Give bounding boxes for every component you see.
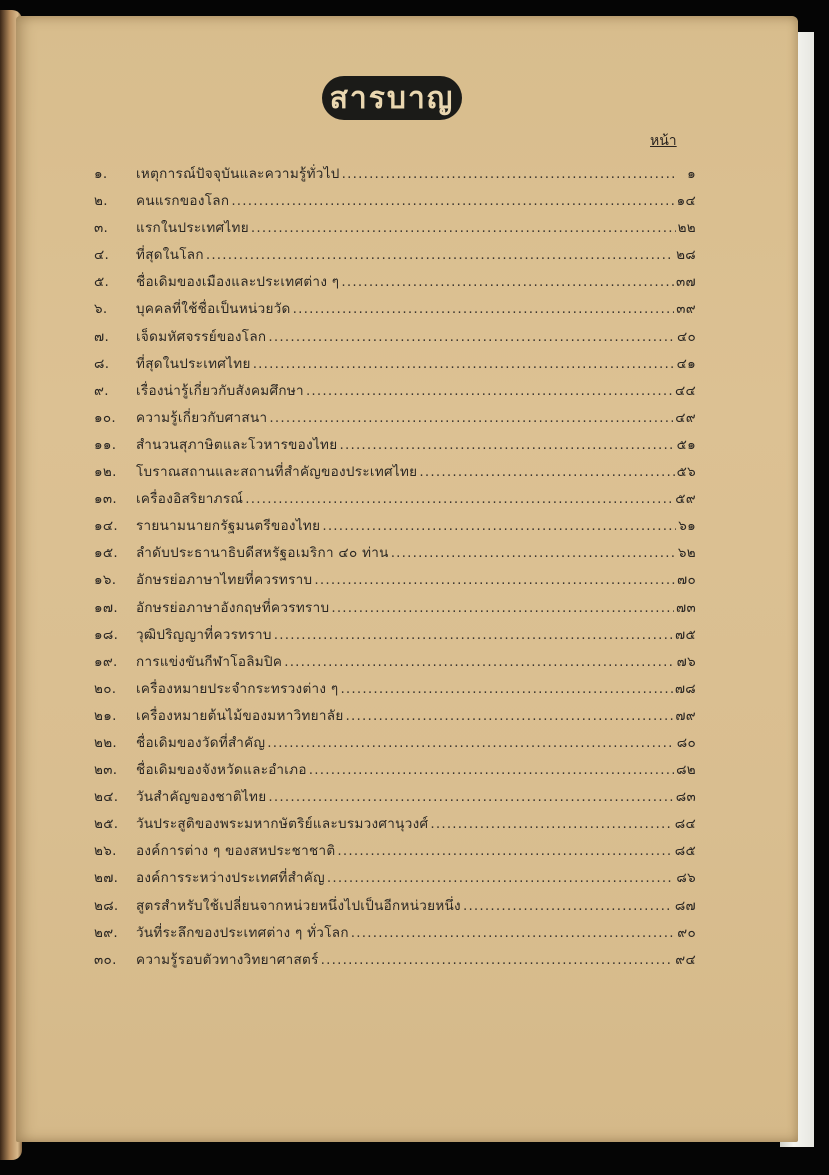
toc-leader-dots	[341, 274, 674, 290]
toc-leader-dots	[231, 193, 674, 209]
toc-leader-dots	[245, 491, 673, 507]
toc-entry-number: ๗.	[94, 328, 110, 345]
toc-entry	[94, 948, 696, 975]
toc-entry	[94, 514, 696, 541]
toc-entry-number: ๑๔.	[94, 518, 118, 535]
toc-entry-page: ๗๖	[676, 653, 696, 670]
toc-leader-dots	[268, 329, 675, 345]
toc-entry-number: ๒.	[94, 193, 108, 210]
toc-entry	[94, 650, 696, 677]
toc-leader-dots	[351, 925, 675, 941]
toc-entry	[94, 162, 696, 189]
toc-entry	[94, 894, 696, 921]
toc-entry-number: ๑๓.	[94, 491, 117, 508]
toc-entry-page: ๒๒	[677, 220, 696, 237]
toc-entry	[94, 704, 696, 731]
page-column-label: หน้า	[650, 133, 677, 149]
toc-entry-title: แรกในประเทศไทย	[136, 220, 249, 237]
toc-entry-title: ความรู้รอบตัวทางวิทยาศาสตร์	[136, 951, 319, 968]
toc-entry-number: ๙.	[94, 382, 109, 399]
toc-entry-number: ๕.	[94, 274, 110, 291]
toc-entry	[94, 541, 696, 568]
toc-entry-page: ๗๕	[675, 626, 696, 643]
toc-leader-dots	[321, 952, 674, 968]
toc-entry-page: ๓๙	[676, 301, 696, 318]
toc-entry	[94, 677, 696, 704]
title-badge	[322, 76, 462, 120]
toc-entry-title: อักษรย่อภาษาไทยที่ควรทราบ	[136, 572, 313, 589]
toc-entry-page: ๔๙	[675, 409, 696, 426]
toc-entry-number: ๑๘.	[94, 626, 119, 643]
toc-entry-page: ๕๙	[675, 491, 696, 508]
toc-entry-number: ๒๕.	[94, 816, 119, 833]
toc-entry	[94, 406, 696, 433]
toc-entry-title: ลำดับประธานาธิบดีสหรัฐอเมริกา ๔๐ ท่าน	[136, 545, 389, 562]
toc-entry-number: ๑๐.	[94, 409, 117, 426]
toc-entry-page: ๒๘	[676, 247, 696, 264]
toc-entry-page: ๘๒	[676, 762, 696, 779]
toc-leader-dots	[339, 437, 674, 453]
toc-entry	[94, 379, 696, 406]
toc-leader-dots	[253, 356, 675, 372]
toc-entry-page: ๔๑	[676, 355, 696, 372]
toc-leader-dots	[322, 518, 676, 534]
toc-entry-page: ๘๓	[675, 789, 696, 806]
toc-entry	[94, 731, 696, 758]
toc-entry-page: ๗๙	[675, 707, 696, 724]
toc-entry-number: ๒๖.	[94, 843, 117, 860]
toc-entry-title: สำนวนสุภาษิตและโวหารของไทย	[136, 436, 338, 453]
toc-entry	[94, 189, 696, 216]
toc-entry	[94, 216, 696, 243]
toc-entry	[94, 243, 696, 270]
toc-entry	[94, 297, 696, 324]
toc-leader-dots	[274, 627, 673, 643]
page-title: สารบาญ	[329, 80, 455, 116]
toc-entry-number: ๑๕.	[94, 545, 118, 562]
toc-entry-title: สูตรสำหรับใช้เปลี่ยนจากหน่วยหนึ่งไปเป็นอีกหน่วยหนึ่ง	[136, 897, 461, 914]
toc-leader-dots	[419, 464, 674, 480]
toc-entry-page: ๘๖	[676, 870, 696, 887]
toc-entry-number: ๘.	[94, 355, 110, 372]
toc-entry	[94, 921, 696, 948]
toc-entry-title: การแข่งขันกีฬาโอลิมปิค	[136, 653, 283, 670]
toc-entry-number: ๑๙.	[94, 653, 118, 670]
toc-entry	[94, 352, 696, 379]
toc-entry	[94, 487, 696, 514]
toc-entry	[94, 433, 696, 460]
toc-entry-page: ๗๐	[677, 572, 696, 589]
toc-entry-page: ๘๐	[676, 734, 696, 751]
toc-entry-number: ๑.	[94, 166, 108, 182]
toc-entry-number: ๖.	[94, 301, 108, 318]
toc-leader-dots	[306, 383, 673, 399]
toc-entry-page: ๓๗	[676, 274, 696, 291]
toc-entry-number: ๓๐.	[94, 951, 117, 968]
toc-entry-page: ๑	[687, 166, 696, 182]
toc-leader-dots	[267, 735, 674, 751]
toc-entry	[94, 839, 696, 866]
toc-entry-title: เหตุการณ์ปัจจุบันและความรู้ทั่วไป	[136, 166, 340, 182]
toc-leader-dots	[331, 600, 674, 616]
toc-entry-page: ๖๑	[678, 518, 696, 535]
toc-entry	[94, 325, 696, 352]
toc-entry	[94, 460, 696, 487]
toc-entry-number: ๑๗.	[94, 599, 118, 616]
toc-entry-page: ๕๑	[676, 436, 696, 453]
toc-entry-number: ๒๗.	[94, 870, 119, 887]
toc-leader-dots	[251, 220, 676, 236]
toc-entry-title: ที่สุดในประเทศไทย	[136, 355, 251, 372]
toc-entry-title: เจ็ดมหัศจรรย์ของโลก	[136, 328, 267, 345]
toc-leader-dots	[327, 870, 675, 886]
toc-entry-title: องค์การระหว่างประเทศที่สำคัญ	[136, 870, 325, 887]
toc-entry-number: ๒๐.	[94, 680, 117, 697]
table-of-contents	[94, 162, 696, 975]
toc-leader-dots	[463, 898, 673, 914]
toc-entry-number: ๒๘.	[94, 897, 119, 914]
toc-entry-page: ๑๔	[676, 193, 696, 210]
toc-entry-number: ๒๒.	[94, 734, 117, 751]
toc-entry-page: ๖๒	[677, 545, 696, 562]
toc-entry-title: ชื่อเดิมของจังหวัดและอำเภอ	[136, 762, 307, 779]
toc-entry-number: ๒๙.	[94, 924, 118, 941]
toc-entry-title: วันประสูติของพระมหากษัตริย์และบรมวงศานุวงศ์	[136, 816, 429, 833]
toc-entry-title: องค์การต่าง ๆ ของสหประชาชาติ	[136, 843, 336, 860]
toc-entry-title: อักษรย่อภาษาอังกฤษที่ควรทราบ	[136, 599, 330, 616]
document-page	[16, 16, 798, 1142]
toc-entry-title: วันที่ระลึกของประเทศต่าง ๆ ทั่วโลก	[136, 924, 349, 941]
toc-entry-page: ๗๘	[674, 680, 696, 697]
toc-entry-title: วันสำคัญของชาติไทย	[136, 789, 267, 806]
toc-entry-number: ๔.	[94, 247, 110, 264]
toc-entry-title: บุคคลที่ใช้ชื่อเป็นหน่วยวัด	[136, 301, 291, 318]
toc-entry-title: คนแรกของโลก	[136, 193, 230, 210]
toc-entry	[94, 568, 696, 595]
toc-leader-dots	[314, 572, 675, 588]
toc-entry	[94, 866, 696, 893]
toc-leader-dots	[269, 410, 673, 426]
toc-entry-title: เรื่องน่ารู้เกี่ยวกับสังคมศึกษา	[136, 382, 304, 399]
toc-entry-page: ๔๔	[674, 382, 696, 399]
toc-entry-title: วุฒิปริญญาที่ควรทราบ	[136, 626, 272, 643]
toc-entry-number: ๒๔.	[94, 789, 119, 806]
toc-leader-dots	[342, 166, 678, 182]
toc-entry-title: ที่สุดในโลก	[136, 247, 204, 264]
toc-entry-number: ๒๓.	[94, 762, 118, 779]
toc-leader-dots	[340, 681, 672, 697]
toc-entry-page: ๙๐	[677, 924, 696, 941]
toc-leader-dots	[293, 301, 675, 317]
toc-entry-number: ๒๑.	[94, 707, 117, 724]
toc-entry-title: รายนามนายกรัฐมนตรีของไทย	[136, 518, 321, 535]
toc-entry-page: ๕๖	[676, 464, 696, 481]
toc-entry-title: โบราณสถานและสถานที่สำคัญของประเทศไทย	[136, 464, 418, 481]
toc-entry-page: ๘๔	[674, 816, 696, 833]
toc-entry-title: เครื่องอิสริยาภรณ์	[136, 491, 244, 508]
toc-leader-dots	[391, 545, 676, 561]
toc-entry-number: ๑๑.	[94, 436, 117, 453]
toc-entry	[94, 596, 696, 623]
toc-entry-title: ความรู้เกี่ยวกับศาสนา	[136, 409, 268, 426]
toc-leader-dots	[284, 654, 674, 670]
toc-entry	[94, 758, 696, 785]
toc-entry-number: ๓.	[94, 220, 109, 237]
toc-entry-title: ชื่อเดิมของเมืองและประเทศต่าง ๆ	[136, 274, 340, 291]
toc-entry-title: ชื่อเดิมของวัดที่สำคัญ	[136, 734, 266, 751]
toc-entry-page: ๘๗	[674, 897, 696, 914]
toc-leader-dots	[309, 762, 674, 778]
toc-entry-title: เครื่องหมายต้นไม้ของมหาวิทยาลัย	[136, 707, 344, 724]
toc-entry-number: ๑๖.	[94, 572, 117, 589]
toc-entry	[94, 812, 696, 839]
toc-entry-page: ๘๕	[674, 843, 696, 860]
toc-entry	[94, 785, 696, 812]
toc-leader-dots	[346, 708, 674, 724]
toc-leader-dots	[337, 843, 672, 859]
toc-entry	[94, 623, 696, 650]
toc-entry-number: ๑๒.	[94, 464, 117, 481]
toc-leader-dots	[430, 816, 672, 832]
toc-entry-page: ๗๓	[676, 599, 696, 616]
toc-entry-page: ๔๐	[676, 328, 696, 345]
toc-leader-dots	[268, 789, 673, 805]
toc-entry-title: เครื่องหมายประจำกระทรวงต่าง ๆ	[136, 680, 339, 697]
toc-entry	[94, 270, 696, 297]
toc-leader-dots	[206, 247, 674, 263]
toc-entry-page: ๙๔	[675, 951, 696, 968]
